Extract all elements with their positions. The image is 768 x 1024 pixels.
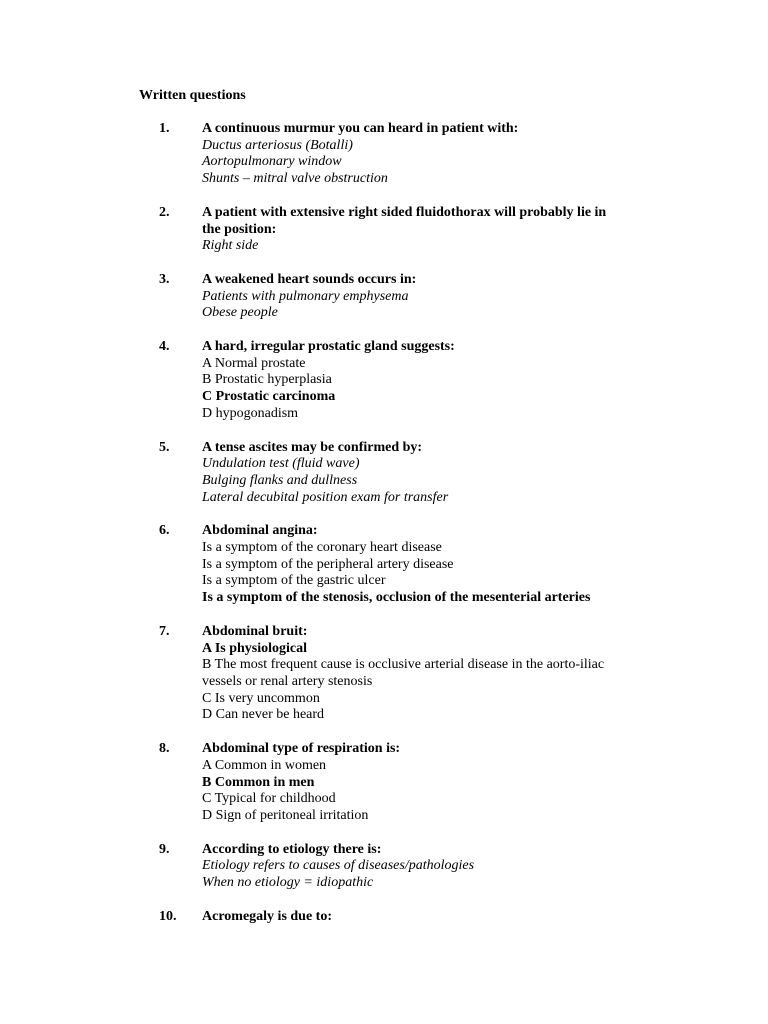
answer-line: When no etiology = idiopathic (202, 875, 374, 891)
question-text: Acromegaly is due to: (202, 908, 332, 924)
question-number: 10. (159, 908, 177, 924)
question-number: 2. (159, 204, 170, 220)
answer-line-marked: C Prostatic carcinoma (202, 389, 336, 405)
question-text: A weakened heart sounds occurs in: (202, 271, 417, 287)
question-number: 7. (159, 623, 170, 639)
answer-line: Bulging flanks and dullness (202, 472, 358, 488)
question-body (202, 339, 622, 423)
answer-line: Shunts – mitral valve obstruction (202, 171, 388, 187)
answer-line: B The most frequent cause is occlusive arterial disease in the aorto-iliac vessels or renal artery stenosis (202, 657, 605, 689)
question-item (0, 842, 768, 892)
question-item (0, 339, 768, 423)
answer-line: A Normal prostate (202, 355, 306, 371)
question-number: 1. (159, 121, 170, 136)
page-heading: Written questions (139, 88, 246, 103)
question-body (202, 624, 622, 724)
answer-line: Aortopulmonary window (202, 154, 342, 170)
question-text: Abdominal angina: (202, 523, 318, 539)
question-item (0, 440, 768, 507)
question-text: According to etiology there is: (202, 841, 382, 857)
question-text: A patient with extensive right sided fluidothorax will probably lie in the position: (202, 204, 607, 237)
question-text: Abdominal type of respiration is: (202, 741, 401, 757)
answer-line: D Sign of peritoneal irritation (202, 807, 369, 823)
question-text: A hard, irregular prostatic gland suggests: (202, 339, 455, 355)
answer-line: Is a symptom of the coronary heart disease (202, 540, 442, 556)
question-body (202, 842, 622, 892)
answer-line: Right side (202, 238, 259, 254)
answer-line: Is a symptom of the gastric ulcer (202, 573, 386, 589)
question-number: 3. (159, 271, 170, 287)
answer-line: Ductus arteriosus (Botalli) (202, 137, 353, 153)
question-item (0, 741, 768, 825)
question-text: A continuous murmur you can heard in patient with: (202, 121, 519, 136)
question-text: Abdominal bruit: (202, 623, 308, 639)
question-item (0, 624, 768, 724)
answer-line: D hypogonadism (202, 405, 299, 421)
answer-line: A Common in women (202, 757, 327, 773)
question-number: 8. (159, 741, 170, 757)
answer-line: Lateral decubital position exam for transfer (202, 489, 449, 505)
answer-line: Patients with pulmonary emphysema (202, 288, 409, 304)
question-body (202, 272, 622, 322)
answer-line: Undulation test (fluid wave) (202, 456, 360, 472)
question-body (202, 440, 622, 507)
answer-line: Obese people (202, 305, 278, 321)
answer-line: C Typical for childhood (202, 791, 336, 807)
question-item (0, 205, 768, 255)
answer-line-marked: A Is physiological (202, 640, 308, 656)
question-item (0, 909, 768, 926)
question-body (202, 205, 622, 255)
question-list (0, 121, 768, 942)
question-item (0, 121, 768, 188)
question-body (202, 121, 622, 188)
answer-line: C Is very uncommon (202, 690, 320, 706)
question-item (0, 272, 768, 322)
question-body (202, 741, 622, 825)
question-number: 5. (159, 439, 170, 455)
question-body (202, 523, 622, 607)
question-number: 6. (159, 523, 170, 539)
answer-line: D Can never be heard (202, 707, 325, 723)
answer-line: Etiology refers to causes of diseases/pathologies (202, 858, 475, 874)
question-number: 4. (159, 339, 170, 355)
answer-line-marked: B Common in men (202, 774, 315, 790)
question-number: 9. (159, 841, 170, 857)
answer-line: Is a symptom of the peripheral artery disease (202, 556, 454, 572)
question-item (0, 523, 768, 607)
answer-line: B Prostatic hyperplasia (202, 372, 332, 388)
answer-line-marked: Is a symptom of the stenosis, occlusion of the mesenterial arteries (202, 590, 591, 606)
question-body (202, 909, 622, 926)
question-text: A tense ascites may be confirmed by: (202, 439, 423, 455)
